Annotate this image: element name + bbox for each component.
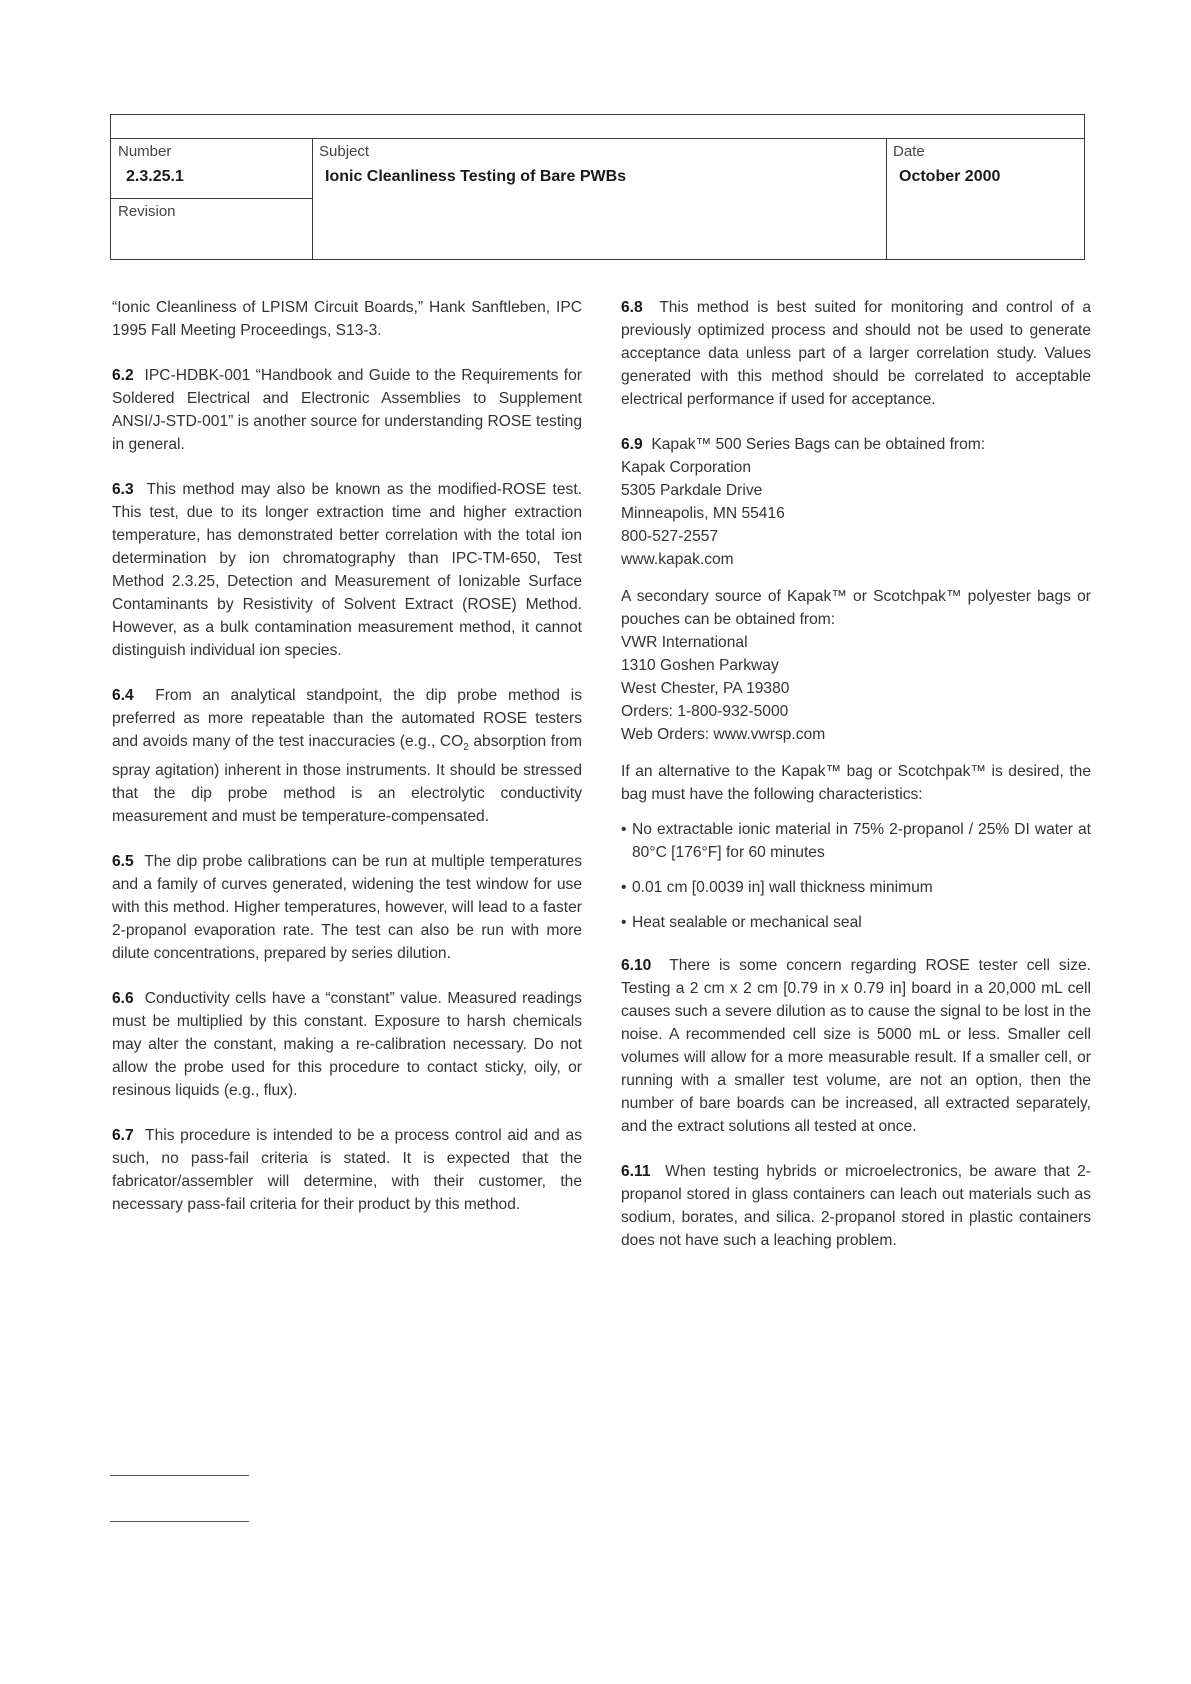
section-number: 6.4 bbox=[112, 687, 134, 704]
section-6-9 bbox=[621, 433, 1091, 571]
address-line: Minneapolis, MN 55416 bbox=[621, 505, 785, 522]
list-item: • Heat sealable or mechanical seal bbox=[621, 911, 1091, 934]
section-text: From an analytical standpoint, the dip probe method is preferred as more repeatable than the automated ROSE testers and avoids many of the test inaccuracies (e.g., CO bbox=[112, 687, 582, 750]
bag-characteristics-list bbox=[621, 818, 1091, 934]
footnote-rule bbox=[110, 1521, 249, 1522]
section-number: 6.2 bbox=[112, 367, 134, 384]
section-text: This method may also be known as the modified-ROSE test. This test, due to its longer extraction time and higher extraction temperature, has demonstrated better correlation with the total ion determination by ion chromatography than IPC-TM-650, Test Method 2.3.25, Detection and Measurement of Ionizable Surface Contaminants by Resistivity of Solvent Extract (ROSE) Method. However, as a bulk contamination measurement method, it cannot distinguish individual ion species. bbox=[112, 481, 583, 659]
number-revision-column bbox=[111, 138, 313, 259]
section-6-3 bbox=[112, 478, 582, 662]
section-text: Kapak™ 500 Series Bags can be obtained from: bbox=[651, 436, 986, 453]
section-text-continued: absorption from spray agitation) inherent in those instruments. It should be stressed that the dip probe method is an electrolytic conductivity measurement and must be temperature-compensated. bbox=[112, 733, 582, 826]
section-number: 6.11 bbox=[621, 1163, 651, 1180]
section-6-10 bbox=[621, 954, 1091, 1138]
document-date: October 2000 bbox=[899, 168, 1001, 185]
section-number: 6.3 bbox=[112, 481, 134, 498]
alternative-bag-intro: If an alternative to the Kapak™ bag or Scotchpak™ is desired, the bag must have the following characteristics: bbox=[621, 763, 1091, 803]
subject-label: Subject bbox=[319, 143, 370, 160]
address-line: 1310 Goshen Parkway bbox=[621, 657, 779, 674]
subject-cell bbox=[312, 138, 887, 259]
section-text: There is some concern regarding ROSE tester cell size. Testing a 2 cm x 2 cm [0.79 in x 0.79 in] board in a 20,000 mL cell causes such a severe dilution as to cause the signal to be lost in the noise. A recommended cell size is 5000 mL or less. Smaller cell volumes will allow for a more measurable result. If a smaller cell, or running with a smaller test volume, are not an option, then the number of bare boards can be increased, all extracted separately, and the extract solutions all tested at once. bbox=[621, 957, 1091, 1135]
revision-cell bbox=[111, 198, 312, 259]
section-number: 6.5 bbox=[112, 853, 134, 871]
reference-continuation: “Ionic Cleanliness of LPISM Circuit Boards,” Hank Sanftleben, IPC 1995 Fall Meeting Proceedings, S13-3. bbox=[112, 299, 582, 339]
header-top-band bbox=[111, 115, 1084, 139]
list-item: • No extractable ionic material in 75% 2-propanol / 25% DI water at 80°C [176°F] for 60 minutes bbox=[621, 818, 1091, 864]
revision-label: Revision bbox=[118, 203, 176, 220]
secondary-source-text: A secondary source of Kapak™ or Scotchpak™ polyester bags or pouches can be obtained from: bbox=[621, 588, 1091, 628]
address-line: 5305 Parkdale Drive bbox=[621, 482, 763, 499]
section-number: 6.10 bbox=[621, 957, 652, 974]
section-text: This procedure is intended to be a process control aid and as such, no pass-fail criteria is stated. It is expected that the fabricator/assembler will determine, with their customer, the necessary pass-fail criteria for their product by this method. bbox=[112, 1127, 582, 1214]
left-column bbox=[112, 296, 582, 1238]
phone-number: 800-527-2557 bbox=[621, 528, 719, 545]
section-text: The dip probe calibrations can be run at multiple temperatures and a family of curves generated, widening the test window for use with this method. Higher temperatures, however, will lead to a faster 2-propanol evaporation rate. The test can also be run with more dilute concentrations, prepared by series dilution. bbox=[112, 853, 582, 963]
section-text: When testing hybrids or microelectronics, be aware that 2-propanol stored in glass containers can leach out materials such as sodium, borates, and silica. 2-propanol stored in plastic containers does not have such a leaching problem. bbox=[621, 1163, 1091, 1249]
number-label: Number bbox=[118, 143, 172, 160]
list-item: • 0.01 cm [0.0039 in] wall thickness minimum bbox=[621, 876, 1091, 899]
section-6-11 bbox=[621, 1160, 1091, 1252]
section-number: 6.6 bbox=[112, 990, 134, 1008]
section-6-4 bbox=[112, 684, 582, 828]
date-cell bbox=[886, 138, 1084, 259]
section-text: Conductivity cells have a “constant” value. Measured readings must be multiplied by this constant. Exposure to harsh chemicals may alter the constant, making a re-calibration necessary. Do not allow the probe used for this procedure to contact sticky, oily, or resinous liquids (e.g., flux). bbox=[112, 990, 582, 1100]
website-link[interactable]: www.kapak.com bbox=[621, 551, 734, 568]
address-line: VWR International bbox=[621, 634, 748, 651]
section-6-2 bbox=[112, 364, 582, 456]
section-text: IPC-HDBK-001 “Handbook and Guide to the Requirements for Soldered Electrical and Electronic Assemblies to Supplement ANSI/J-STD-001” is another source for understanding ROSE testing in general. bbox=[112, 367, 582, 453]
section-6-8 bbox=[621, 296, 1091, 411]
document-number: 2.3.25.1 bbox=[126, 168, 184, 185]
co2-subscript: 2 bbox=[463, 742, 469, 754]
address-line: Kapak Corporation bbox=[621, 459, 752, 476]
header-table bbox=[110, 114, 1085, 260]
footnote-rule bbox=[110, 1475, 249, 1476]
web-orders-link[interactable]: Web Orders: www.vwrsp.com bbox=[621, 726, 826, 743]
section-text: This method is best suited for monitoring and control of a previously optimized process and should not be used to generate acceptance data unless part of a larger correlation study. Values generated with this method should be correlated to acceptable electrical performance if used for acceptance. bbox=[621, 299, 1091, 408]
date-label: Date bbox=[893, 143, 925, 160]
secondary-source bbox=[621, 585, 1091, 746]
section-number: 6.8 bbox=[621, 299, 643, 316]
address-line: West Chester, PA 19380 bbox=[621, 680, 790, 697]
section-6-5 bbox=[112, 850, 582, 965]
section-6-7 bbox=[112, 1124, 582, 1216]
section-number: 6.7 bbox=[112, 1127, 134, 1145]
orders-phone: Orders: 1-800-932-5000 bbox=[621, 703, 789, 720]
document-subject: Ionic Cleanliness Testing of Bare PWBs bbox=[325, 168, 627, 185]
section-6-6 bbox=[112, 987, 582, 1102]
number-cell bbox=[111, 138, 312, 199]
section-number: 6.9 bbox=[621, 436, 643, 453]
right-column bbox=[621, 296, 1091, 1274]
